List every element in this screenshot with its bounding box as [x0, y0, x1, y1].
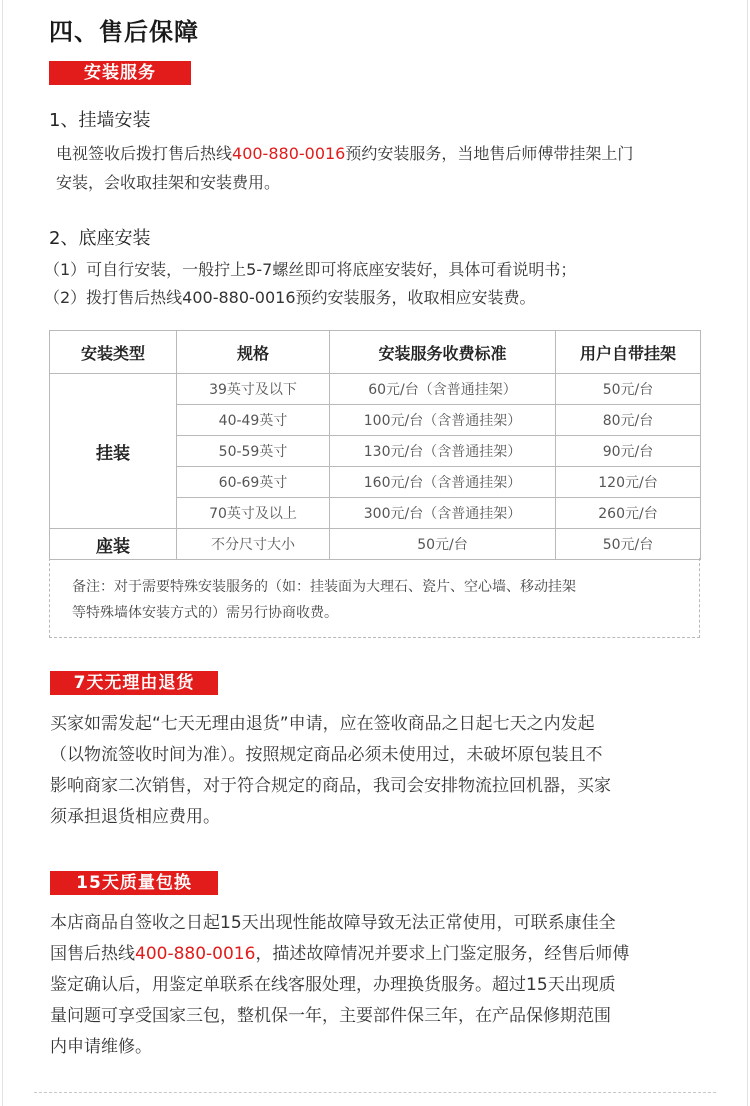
note-line: 等特殊墙体安装方式的）需另行协商收费。: [72, 605, 338, 621]
header-own-bracket: 用户自带挂架: [556, 331, 701, 374]
fee-cell: 50元/台: [330, 529, 556, 560]
bottom-divider: [34, 1092, 716, 1093]
exchange-15day-tag: 15天质量包换: [50, 871, 218, 895]
spec-cell: 不分尺寸大小: [177, 529, 330, 560]
hotline-number: 400-880-0016: [232, 144, 346, 163]
exchange-15day-body: [50, 908, 629, 1063]
exchange-line: 鉴定确认后，用鉴定单联系在线客服处理，办理换货服务。超过15天出现质: [50, 975, 616, 995]
return-7day-tag: 7天无理由退货: [50, 671, 218, 695]
section-title: 四、售后保障: [49, 18, 199, 46]
spec-cell: 39英寸及以下: [177, 374, 330, 405]
right-border: [747, 0, 748, 1106]
fee-cell: 300元/台（含普通挂架）: [330, 498, 556, 529]
wall-type-cell: 挂装: [50, 374, 177, 529]
wall-install-line1: [56, 139, 633, 168]
own-bracket-cell: 80元/台: [556, 405, 701, 436]
install-fee-table: [49, 330, 701, 560]
table-row: [50, 374, 701, 405]
exchange-line: ，描述故障情况并要求上门鉴定服务，经售后师傅: [255, 944, 630, 964]
base-install-line2: （2）拨打售后热线400-880-0016预约安装服务，收取相应安装费。: [44, 288, 536, 307]
own-bracket-cell: 90元/台: [556, 436, 701, 467]
wall-install-line2: 安装，会收取挂架和安装费用。: [56, 173, 281, 192]
return-line: 买家如需发起“七天无理由退货”申请，应在签收商品之日起七天之内发起: [50, 714, 595, 734]
header-install-type: 安装类型: [50, 331, 177, 374]
return-7day-body: [50, 709, 611, 833]
own-bracket-cell: 50元/台: [556, 529, 701, 560]
base-install-line1: （1）可自行安装，一般拧上5-7螺丝即可将底座安装好，具体可看说明书；: [44, 260, 577, 279]
header-fee-standard: 安装服务收费标准: [330, 331, 556, 374]
note-line: 备注：对于需要特殊安装服务的（如：挂装面为大理石、瓷片、空心墙、移动挂架: [72, 579, 576, 595]
return-line: （以物流签收时间为准）。按照规定商品必须未使用过，未破坏原包装且不: [50, 745, 603, 765]
table-header-row: [50, 331, 701, 374]
fee-cell: 60元/台（含普通挂架）: [330, 374, 556, 405]
table-note-box: [49, 558, 700, 638]
return-line: 影响商家二次销售，对于符合规定的商品，我司会安排物流拉回机器，买家: [50, 776, 611, 796]
fee-cell: 100元/台（含普通挂架）: [330, 405, 556, 436]
hotline-number: 400-880-0016: [135, 944, 256, 964]
exchange-line: 本店商品自签收之日起15天出现性能故障导致无法正常使用，可联系康佳全: [50, 913, 616, 933]
base-type-cell: 座装: [50, 529, 177, 560]
fee-cell: 130元/台（含普通挂架）: [330, 436, 556, 467]
exchange-line: 国售后热线: [50, 944, 135, 964]
own-bracket-cell: 120元/台: [556, 467, 701, 498]
left-border: [2, 0, 3, 1106]
base-install-title: 2、底座安装: [49, 228, 151, 249]
table-row: [50, 529, 701, 560]
wall-install-title: 1、挂墙安装: [49, 110, 151, 131]
exchange-line: 内申请维修。: [50, 1037, 152, 1057]
spec-cell: 60-69英寸: [177, 467, 330, 498]
header-spec: 规格: [177, 331, 330, 374]
own-bracket-cell: 50元/台: [556, 374, 701, 405]
return-line: 须承担退货相应费用。: [50, 807, 220, 827]
spec-cell: 40-49英寸: [177, 405, 330, 436]
spec-cell: 70英寸及以上: [177, 498, 330, 529]
wall-install-text: 预约安装服务，当地售后师傅带挂架上门: [345, 144, 634, 163]
install-service-tag: 安装服务: [49, 61, 191, 85]
wall-install-text: 电视签收后拨打售后热线: [56, 144, 233, 163]
exchange-line: 量问题可享受国家三包，整机保一年，主要部件保三年，在产品保修期范围: [50, 1006, 611, 1026]
fee-cell: 160元/台（含普通挂架）: [330, 467, 556, 498]
own-bracket-cell: 260元/台: [556, 498, 701, 529]
table-note: [72, 574, 682, 626]
spec-cell: 50-59英寸: [177, 436, 330, 467]
